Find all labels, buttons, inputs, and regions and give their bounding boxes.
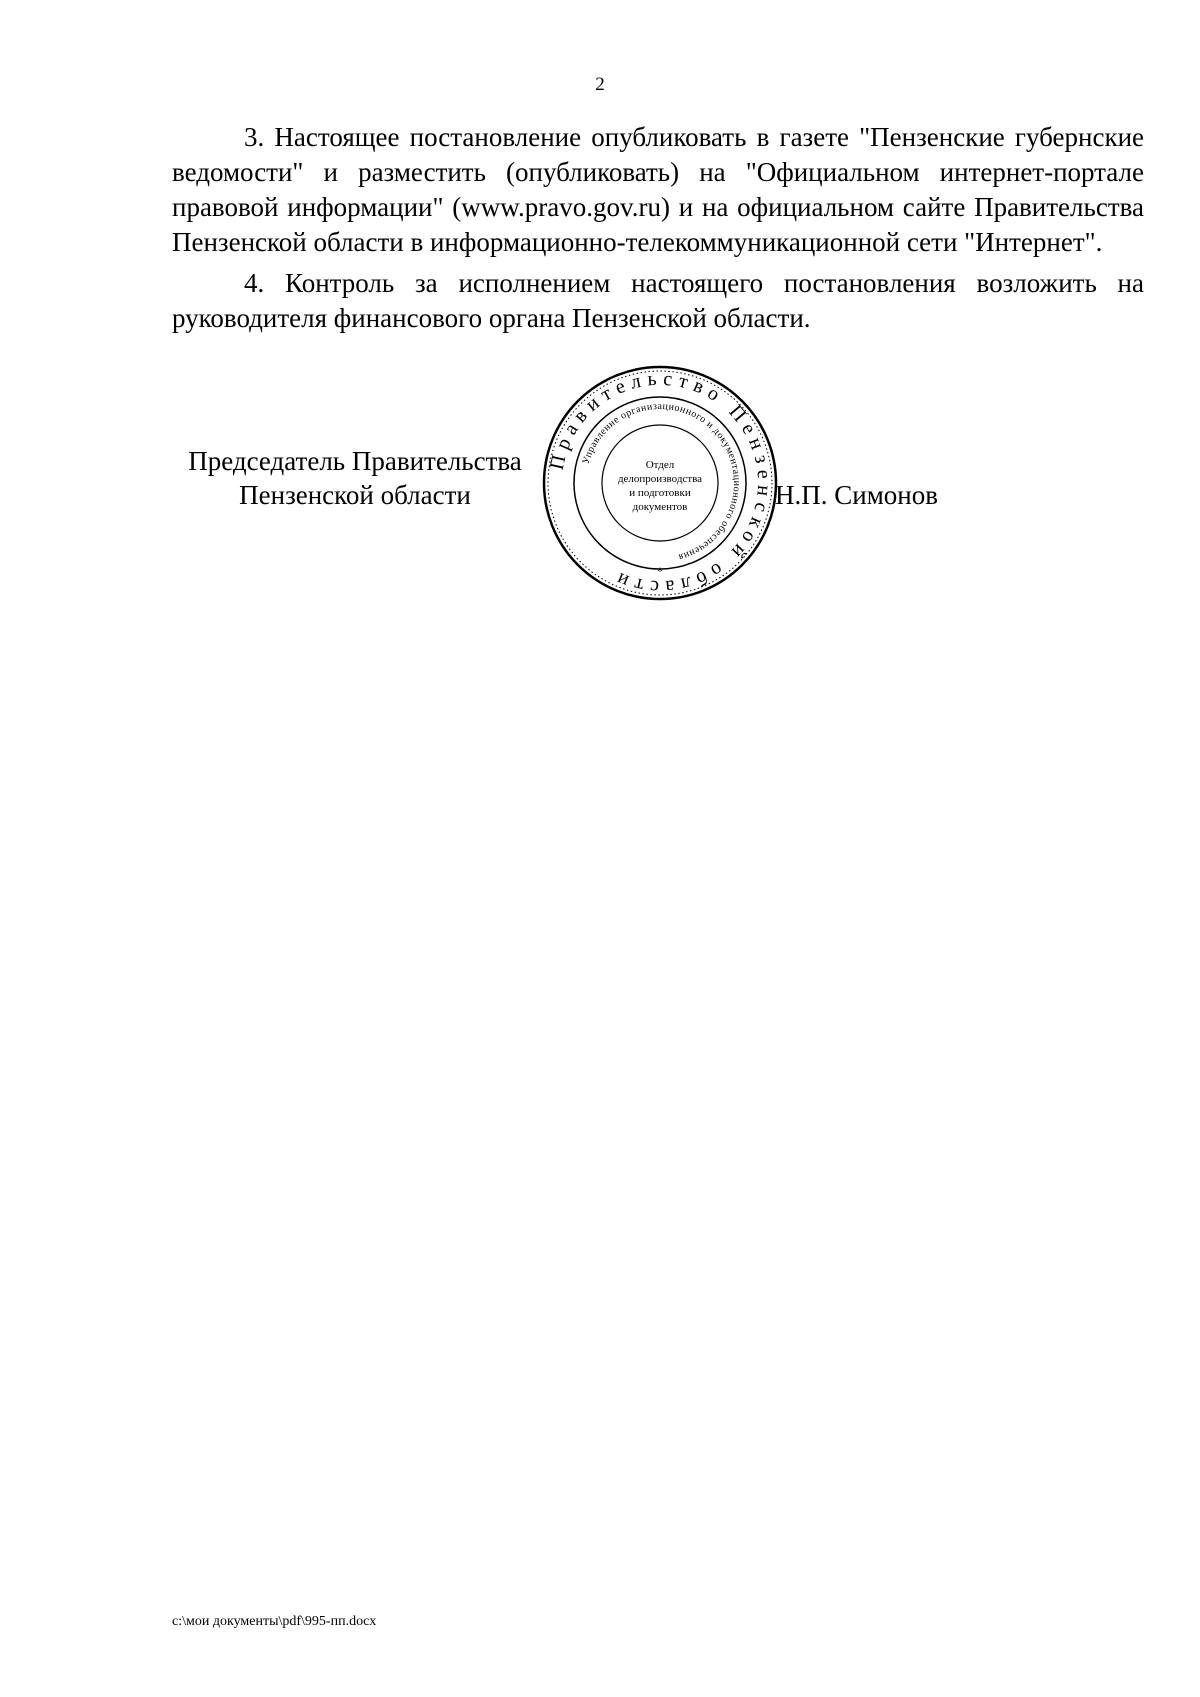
seal-center-line-1: Отдел — [645, 459, 675, 471]
signatory-name: Н.П. Симонов — [775, 480, 938, 510]
seal-center-line-2: делопроизводства — [617, 473, 703, 485]
page-number: 2 — [595, 74, 605, 95]
official-seal — [541, 364, 779, 602]
seal-center-line-3: и подготовки — [629, 487, 691, 499]
paragraph-control: 4. Контроль за исполнением настоящего постановления возложить на руководителя финансового органа Пензенской области. — [172, 268, 1144, 333]
signatory-title-line-2: Пензенской области — [239, 480, 471, 510]
seal-outer-text: Правительство Пензенской области — [545, 367, 776, 599]
document-body — [172, 120, 1144, 342]
seal-center-line-4: документов — [632, 501, 688, 513]
seal-graphic — [541, 364, 779, 602]
signatory-title — [170, 444, 540, 512]
seal-inner-text: Управление организационного и документационного обеспечения — [580, 400, 743, 563]
seal-star-icon: * — [657, 564, 663, 578]
paragraph-publication: 3. Настоящее постановление опубликовать в газете "Пензенские губернские ведомости" и разместить (опубликовать) на "Официальном интернет-портале правовой информации" (www.pravo.gov.ru) и на официальном сайте Правительства Пензенской области в информационно-телекоммуникационной сети "Интернет". — [172, 122, 1144, 257]
footer-file-path: c:\мои документы\pdf\995-пп.docx — [172, 1614, 377, 1629]
signatory-title-line-1: Председатель Правительства — [188, 446, 522, 476]
